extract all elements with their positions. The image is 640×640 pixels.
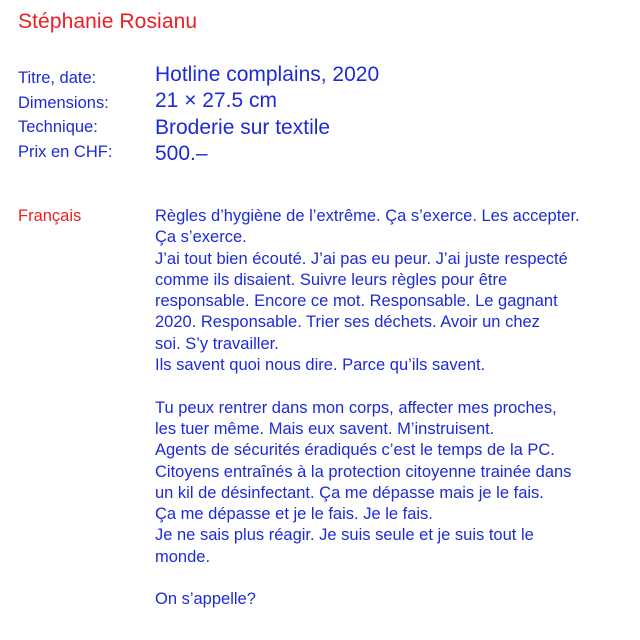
paragraph-1: Règles d’hygiène de l’extrême. Ça s’exerce. Les accepter. Ça s’exerce. J’ai tout bien écouté. J’ai pas eu peur. J’ai juste respecté comme ils disaient. Suivre leurs règles pour être responsable. Encore ce mot. Responsable. Le gagnant 2020. Responsable. Trier ses déchets. Avoir un chez soi. S’y travailler. Ils savent quoi nous dire. Parce qu’ils savent. [155,207,580,375]
metadata-labels [18,66,112,164]
label-dimensions: Dimensions: [18,93,109,112]
value-technique: Broderie sur textile [155,115,331,139]
value-title-date: Hotline complains, 2020 [155,63,380,86]
label-title-date: Titre, date: [18,69,97,87]
value-dimensions: 21 × 27.5 cm [155,89,277,113]
label-price: Prix en CHF: [18,142,113,161]
metadata-values [155,62,379,167]
paragraph-3: On s’appelle? [155,590,256,609]
value-price: 500.– [155,141,208,165]
artist-name: Stéphanie Rosianu [18,10,198,33]
label-technique: Technique: [18,118,98,136]
description-text [155,206,630,611]
language-label: Français [18,207,82,225]
paragraph-2: Tu peux rentrer dans mon corps, affecter mes proches, les tuer même. Mais eux savent. M’instruisent. Agents de sécurités éradiqués c’est le temps de la PC. Citoyens entraînés à la protection citoyenne trainée dans un kil de désinfectant. Ça me dépasse mais je le fais. Ça me dépasse et je le fais. Je le fais. Je ne sais plus réagir. Je suis seule et je suis tout le monde. [155,398,572,566]
